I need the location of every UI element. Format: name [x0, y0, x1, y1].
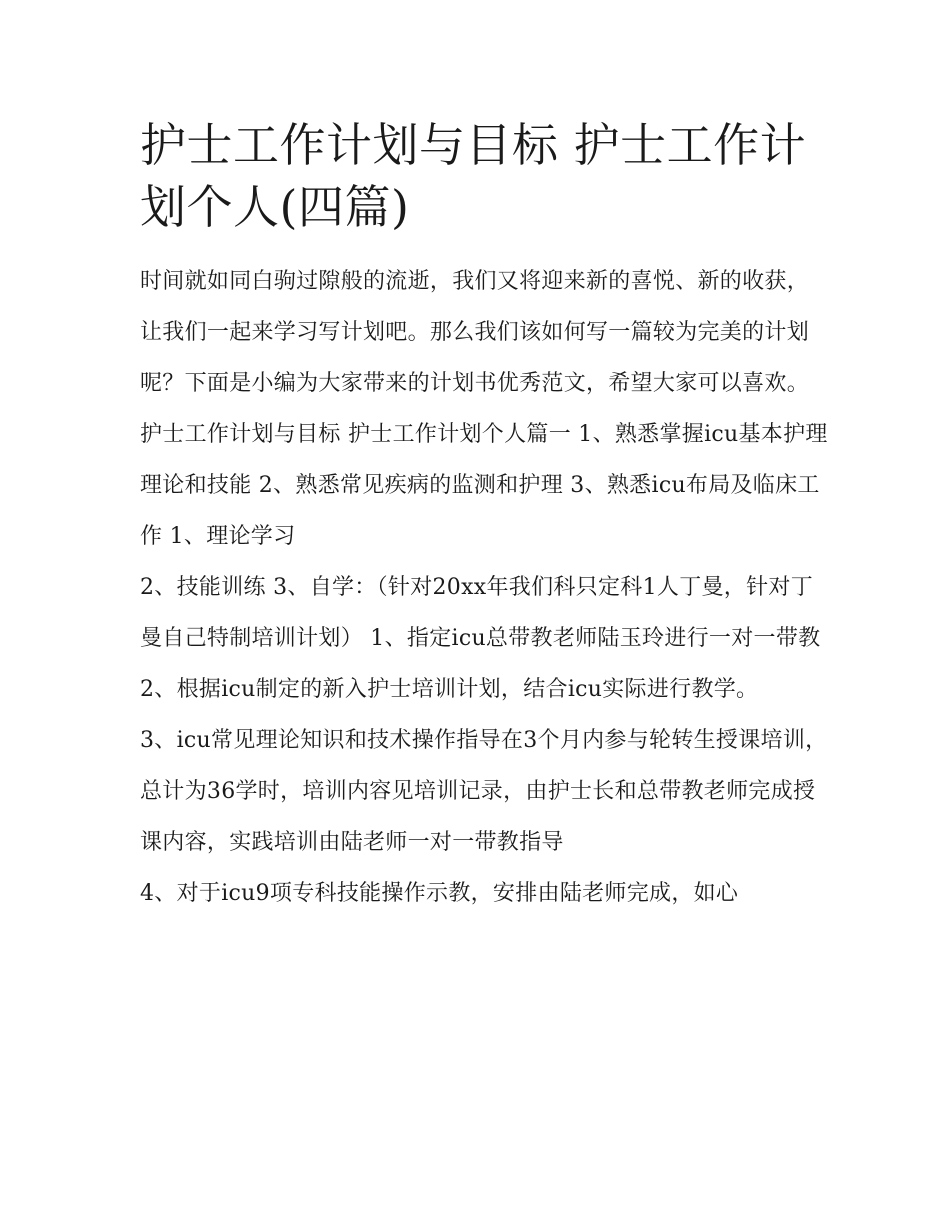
document-title: 护士工作计划与目标 护士工作计划个人(四篇) [140, 118, 807, 234]
paragraph-training-plan: 2、根据icu制定的新入护士培训计划，结合icu实际进行教学。 [140, 677, 759, 702]
paragraph-goals: 护士工作计划与目标 护士工作计划个人篇一 1、熟悉掌握icu基本护理理论和技能 2、熟悉常见疾病的监测和护理 3、熟悉icu布局及临床工作 1、理论学习 [140, 422, 828, 549]
paragraph-theory-guidance: 3、icu常见理论知识和技术操作指导在3个月内参与轮转生授课培训，总计为36学时，培训内容见培训记录，由护士长和总带教老师完成授课内容，实践培训由陆老师一对一带教指导 [140, 728, 828, 855]
paragraph-skills: 2、技能训练 3、自学：（针对20xx年我们科只定科1人丁曼，针对丁曼自己特制培训计划） 1、指定icu总带教老师陆玉玲进行一对一带教 [140, 575, 821, 651]
paragraph-skill-demo: 4、对于icu9项专科技能操作示教，安排由陆老师完成，如心 [140, 881, 739, 906]
document-page [140, 114, 830, 919]
paragraph-intro: 时间就如同白驹过隙般的流逝，我们又将迎来新的喜悦、新的收获，让我们一起来学习写计划吧。那么我们该如何写一篇较为完美的计划呢？下面是小编为大家带来的计划书优秀范文，希望大家可以喜欢。 [140, 269, 810, 396]
